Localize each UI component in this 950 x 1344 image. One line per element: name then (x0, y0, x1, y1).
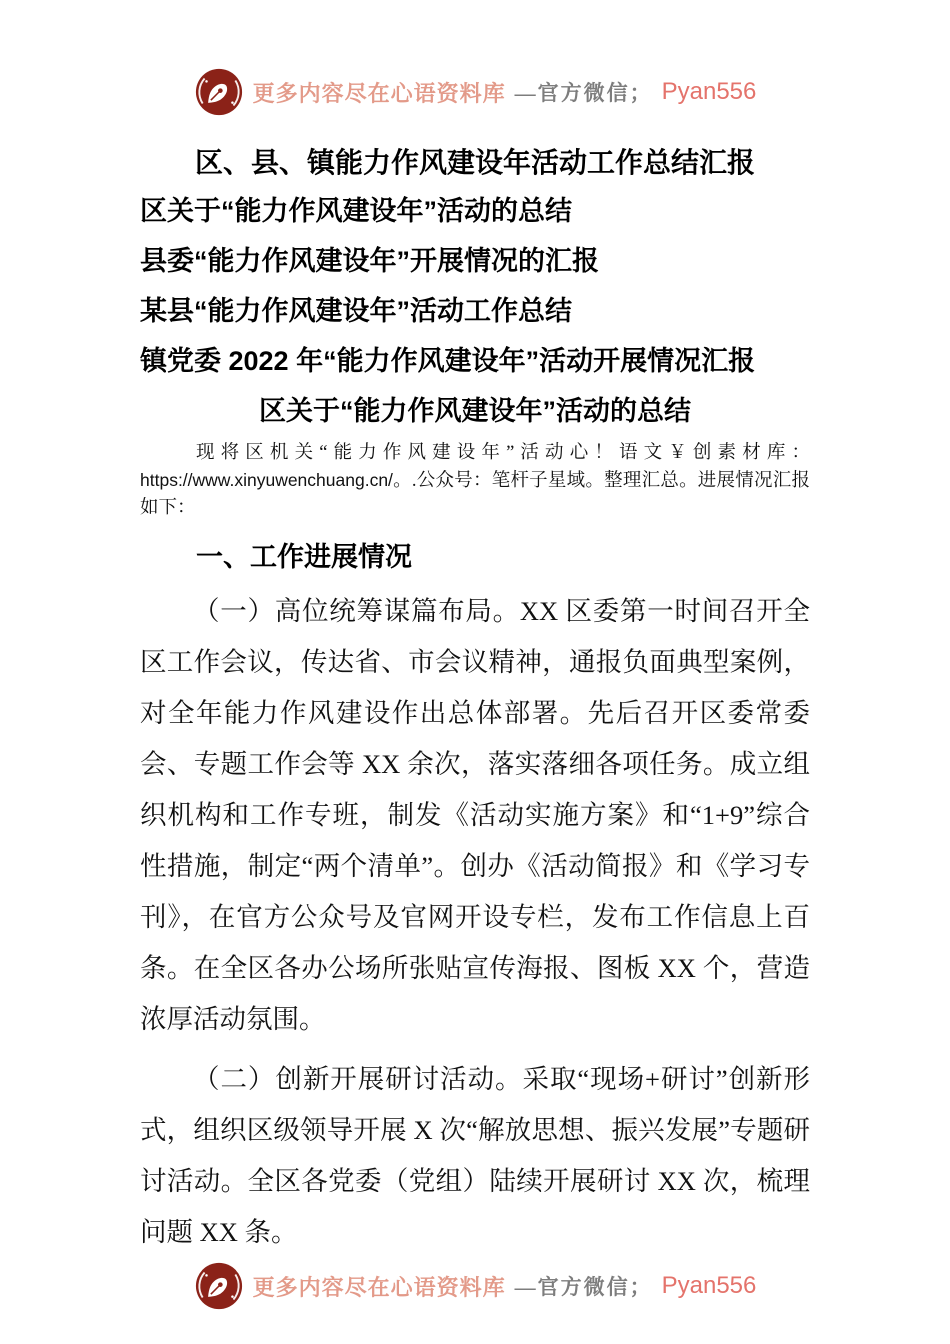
brand-wechat-label: —官方微信； (514, 81, 653, 105)
brand-wechat-id: Pyan556 (661, 78, 757, 105)
footer-watermark (140, 1258, 810, 1314)
body-paragraph-1: （一）高位统筹谋篇布局。XX 区委第一时间召开全区工作会议，传达省、市会议精神，通报负面典型案例，对全年能力作风建设作出总体部署。先后召开区委常委会、专题工作会等 XX 余次，落实落细各项任务。成立组织机构和工作专班，制发《活动实施方案》和“1+9”综合性措施，制定“两个清单”。创办《活动简报》和《学习专刊》，在官方公众号及官网开设专栏，发布工作信息上百条。在全区各办公场所张贴宣传海报、图板 XX 个，营造浓厚活动氛围。 (140, 596, 810, 1034)
intro-url-text: https://www.xinyuwenchuang.cn/ (140, 470, 393, 490)
section-title: 区关于“能力作风建设年”活动的总结 (259, 396, 691, 426)
brand-wechat-id: Pyan556 (661, 1272, 757, 1299)
brand-wechat-label: —官方微信； (514, 1275, 653, 1299)
intro-paragraph (140, 440, 810, 522)
body-paragraph-2: （二）创新开展研讨活动。采取“现场+研讨”创新形式，组织区级领导开展 X 次“解放思想、振兴发展”专题研讨活动。全区各党委（党组）陆续开展研讨 XX 次，梳理问题 XX 条。 (140, 1064, 810, 1247)
pen-nib-logo-icon (194, 67, 244, 117)
subtitle-county-committee: 县委“能力作风建设年”开展情况的汇报 (140, 246, 599, 276)
header-watermark (140, 64, 810, 120)
subtitle-town-committee: 镇党委 2022 年“能力作风建设年”活动开展情况汇报 (140, 346, 756, 376)
subtitle-list (140, 186, 810, 386)
brand-main-text: 更多内容尽在心语资料库 (252, 80, 506, 106)
document-title: 区、县、镇能力作风建设年活动工作总结汇报 (194, 147, 755, 178)
heading-work-progress: 一、工作进展情况 (196, 542, 412, 572)
intro-text-tail: 。.公众号：笔杆子星域。整理汇总。进展情况汇报如下： (140, 471, 810, 518)
intro-text-lead: 现将区机关“能力作风建设年”活动心！语文￥创素材库： (196, 443, 810, 463)
brand-main-text: 更多内容尽在心语资料库 (252, 1274, 506, 1300)
pen-nib-logo-icon (194, 1261, 244, 1311)
subtitle-some-county: 某县“能力作风建设年”活动工作总结 (140, 296, 572, 326)
subtitle-district: 区关于“能力作风建设年”活动的总结 (140, 196, 572, 226)
